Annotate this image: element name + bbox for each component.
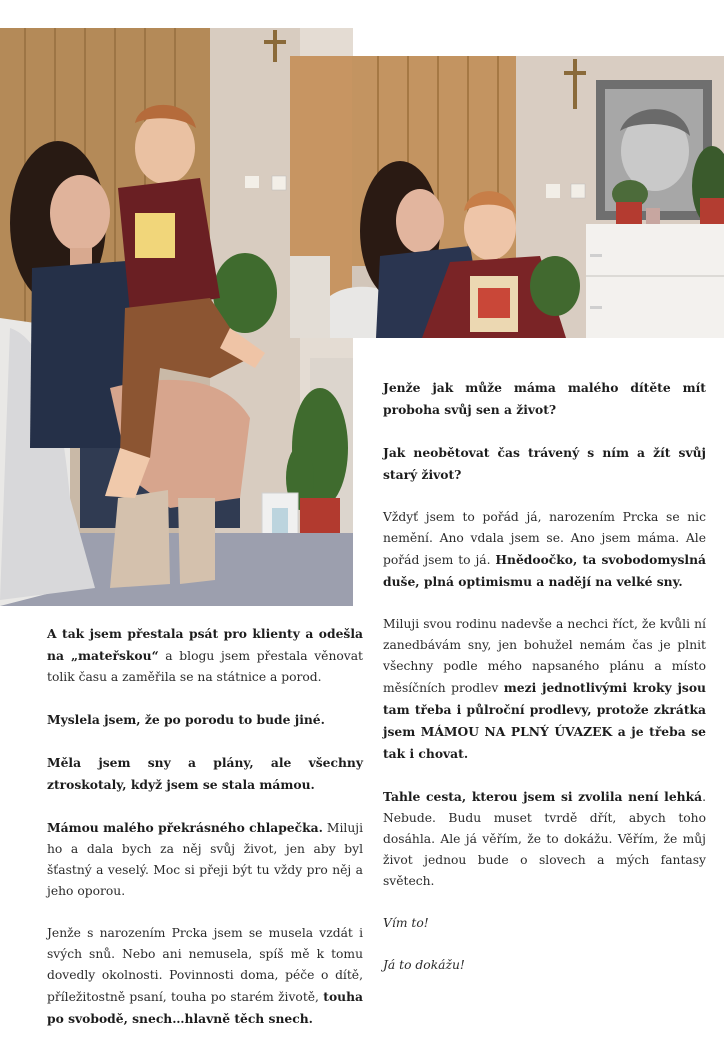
paragraph-right-6 (383, 913, 706, 934)
text-bold: Hnědoočko, ta svobodomyslná duše, plná optimismu a nadějí na velké sny. (383, 552, 706, 589)
text-bold: A tak jsem přestala psát pro klienty a odešla na „mateřskou“ (47, 626, 363, 663)
text-italic: Vím to! (383, 916, 429, 930)
photo-mother-son-dresser (290, 56, 724, 338)
text-bold: Jenže jak může máma malého dítěte mít proboha svůj sen a život? (383, 380, 706, 417)
right-text-column (383, 377, 706, 997)
text-bold: Tahle cesta, kterou jsem si zvolila není lehká (383, 789, 703, 804)
text-italic: Já to dokážu! (383, 958, 465, 972)
paragraph-right-1 (383, 377, 706, 421)
text-regular: a blogu jsem přestala věnovat tolik času a zaměřila se na státnice a porod. (47, 649, 363, 684)
paragraph-left-3 (47, 752, 363, 796)
text-bold: touha po svobodě, snech…hlavně těch snech. (47, 989, 363, 1026)
text-bold: mezi jednotlivými kroky jsou tam třeba i půlroční prodlevy, protože zkrátka jsem MÁMOU NA PLNÝ ÚVAZEK a je třeba se tak i chovat. (383, 680, 706, 761)
paragraph-right-4 (383, 614, 706, 765)
text-regular: Miluji svou rodinu nadevše a nechci říct, že kvůli ní zanedbávám sny, jen bohužel nemám čas je plnit všechny podle mého napsaného plánu a místo měsíčních prodlev (383, 617, 706, 695)
paragraph-left-4 (47, 817, 363, 902)
paragraph-right-2 (383, 442, 706, 486)
left-text-column (47, 623, 363, 1051)
paragraph-right-5 (383, 786, 706, 892)
text-regular: Vždyť jsem to pořád já, narozením Prcka se nic nemění. Ano vdala jsem se. Ano jsem máma. Ale pořád jsem to já. (383, 510, 706, 567)
paragraph-left-2 (47, 709, 363, 731)
text-bold: Jak neobětovat čas trávený s ním a žít svůj starý život? (383, 445, 706, 482)
paragraph-left-1 (47, 623, 363, 688)
text-bold: Mámou malého překrásného chlapečka. (47, 820, 323, 835)
text-regular: Jenže s narozením Prcka jsem se musela vzdát i svých snů. Nebo ani nemusela, spíš mě k tomu dovedly okolnosti. Povinnosti doma, péče o dítě, příležitostně psaní, touha po starém životě, (47, 926, 363, 1004)
text-regular: . Nebude. Budu muset tvrdě dřít, abych toho dosáhla. Ale já věřím, že to dokážu. Věřím, že můj život jednou bude o slovech a mých fantasy světech. (383, 790, 706, 888)
text-bold: Myslela jsem, že po porodu to bude jiné. (47, 712, 325, 727)
text-bold: Měla jsem sny a plány, ale všechny ztroskotaly, když jsem se stala mámou. (47, 755, 363, 792)
paragraph-right-7 (383, 955, 706, 976)
paragraph-left-5 (47, 923, 363, 1030)
text-regular: Miluji ho a dala bych za něj svůj život, jen aby byl šťastný a veselý. Moc si přeji být tu vždy pro něj a jeho oporou. (47, 821, 364, 898)
paragraph-right-3 (383, 507, 706, 593)
